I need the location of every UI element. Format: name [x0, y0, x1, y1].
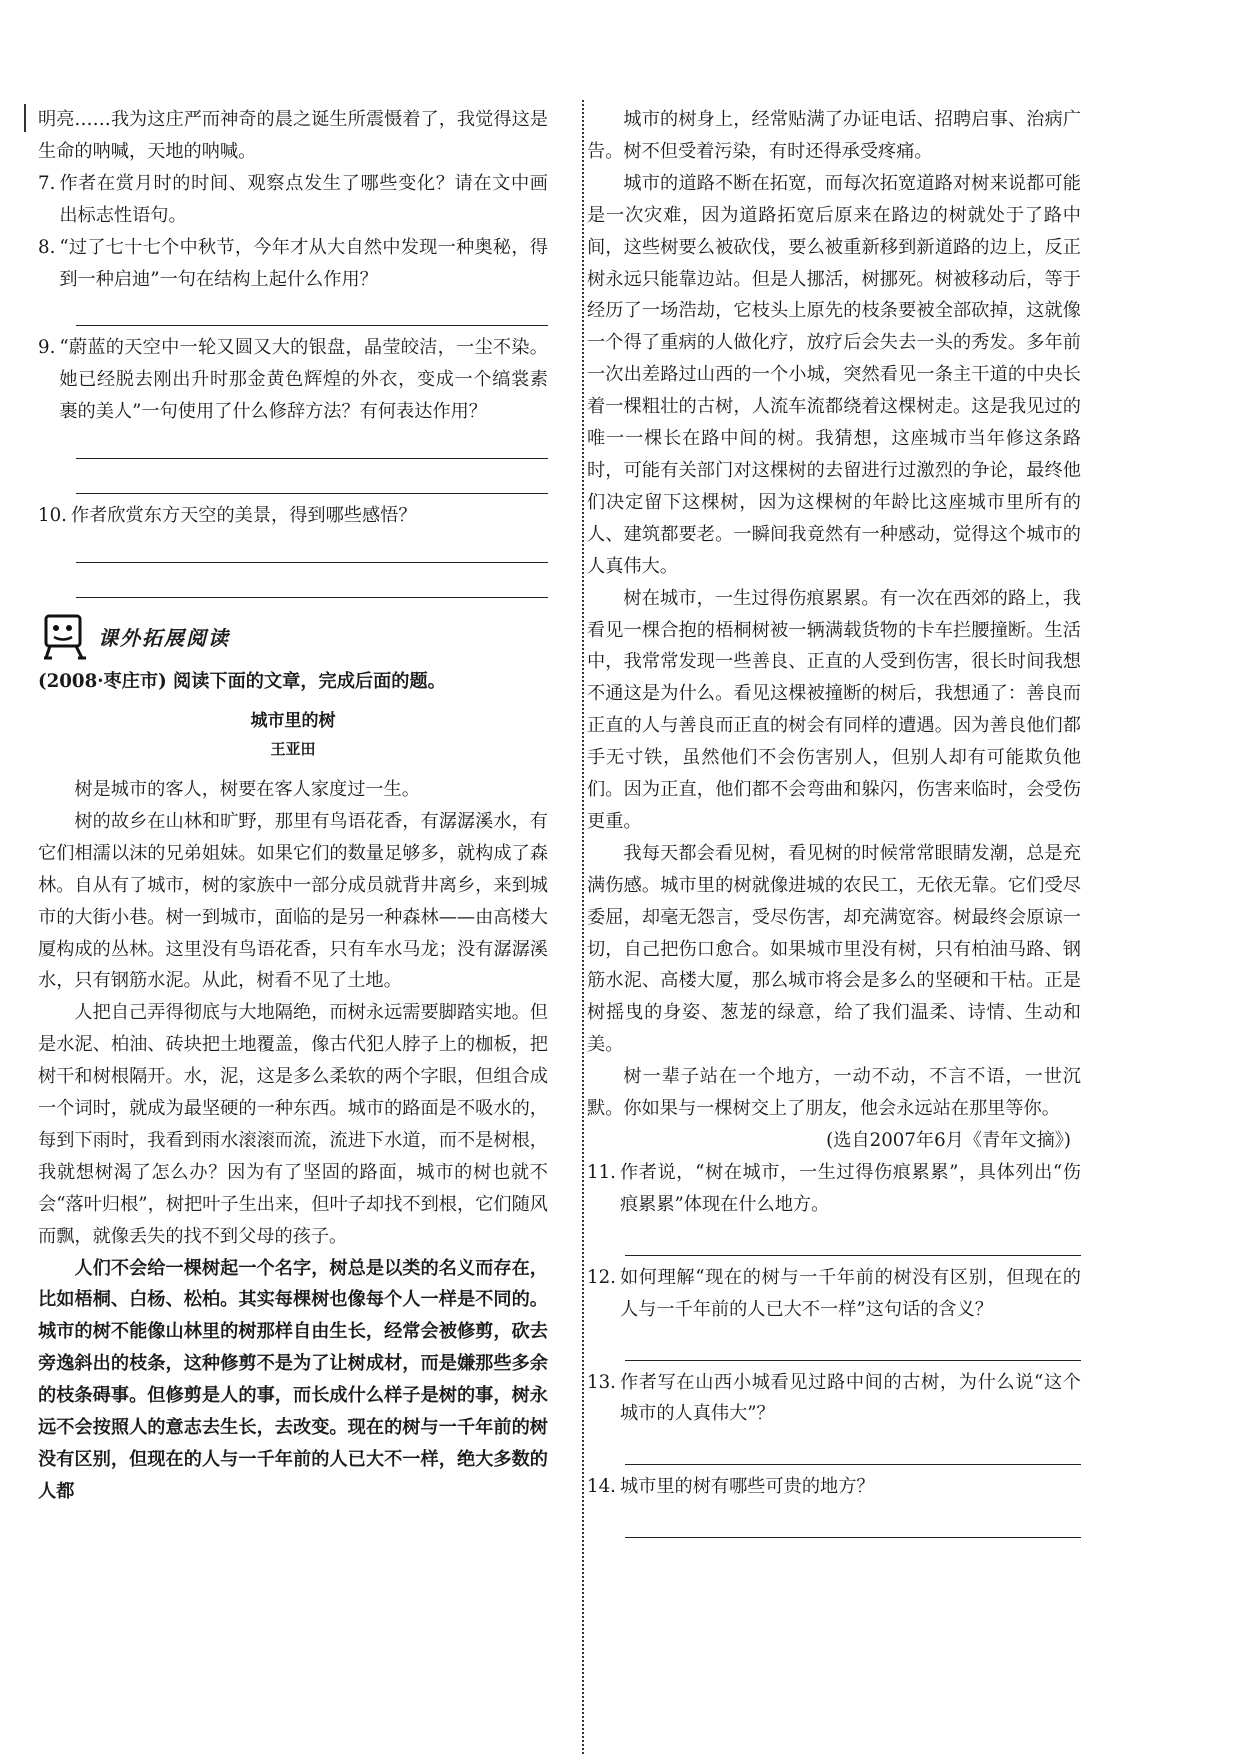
question-text: 作者写在山西小城看见过路中间的古树，为什么说“这个城市的人真伟大”？: [619, 1371, 1081, 1425]
question-10: [38, 500, 548, 532]
question-8: [38, 232, 548, 296]
section-header: [38, 606, 548, 666]
reading-book-icon: [38, 610, 90, 662]
margin-bar: [24, 104, 26, 132]
answer-line[interactable]: [76, 597, 548, 598]
question-9: [38, 332, 548, 428]
left-column: [38, 104, 548, 1508]
question-number: 11.: [587, 1161, 616, 1183]
article-paragraph: 城市的树身上，经常贴满了办证电话、招聘启事、治病广告。树不但受着污染，有时还得承受疼痛。: [587, 109, 1081, 162]
citation: (选自2007年6月《青年文摘》): [826, 1130, 1071, 1151]
question-number: 14.: [587, 1476, 616, 1498]
question-number: 9.: [38, 337, 56, 359]
article-paragraph: 树一辈子站在一个地方，一动不动，不言不语，一世沉默。你如果与一棵树交上了朋友，他会永远站在那里等你。: [587, 1066, 1081, 1120]
article-paragraph: 人们不会给一棵树起一个名字，树总是以类的名义而存在，比如梧桐、白杨、松柏。其实每棵树也像每个人一样是不同的。城市的树不能像山林里的树那样自由生长，经常会被修剪，砍去旁逸斜出的枝条，这种修剪不是为了让树成材，而是嫌那些多余的枝条碍事。但修剪是人的事，而长成什么样子是树的事，树永远不会按照人的意志去生长，去改变。现在的树与一千年前的树没有区别，但现在的人与一千年前的人已大不一样，绝大多数的人都: [38, 1257, 548, 1502]
question-text: “蔚蓝的天空中一轮又圆又大的银盘，晶莹皎洁，一尘不染。她已经脱去刚出升时那金黄色辉煌的外衣，变成一个缟裳素裹的美人”一句使用了什么修辞方法？有何表达作用？: [59, 337, 548, 423]
question-7: [38, 168, 548, 232]
article-title: 城市里的树: [250, 710, 336, 731]
answer-line[interactable]: [625, 1537, 1081, 1538]
source-line: (2008·枣庄市) 阅读下面的文章，完成后面的题。: [38, 671, 446, 693]
question-text: 作者欣赏东方天空的美景，得到哪些感悟？: [70, 505, 417, 527]
article-paragraph: 树的故乡在山林和旷野，那里有鸟语花香，有潺潺溪水，有它们相濡以沫的兄弟姐妹。如果它们的数量足够多，就构成了森林。自从有了城市，树的家族中一部分成员就背井离乡，来到城市的大街小巷。树一到城市，面临的是另一种森林——由高楼大厦构成的丛林。这里没有鸟语花香，只有车水马龙；没有潺潺溪水，只有钢筋水泥。从此，树看不见了土地。: [38, 810, 548, 992]
answer-line[interactable]: [625, 1360, 1081, 1361]
question-number: 10.: [38, 505, 67, 527]
question-14: [587, 1471, 1081, 1503]
column-divider: [582, 100, 584, 1754]
continued-paragraph: 明亮……我为这庄严而神奇的晨之诞生所震慑着了，我觉得这是生命的呐喊，天地的呐喊。: [38, 109, 548, 162]
question-text: 作者说，“树在城市，一生过得伤痕累累”，具体列出“伤痕累累”体现在什么地方。: [619, 1161, 1081, 1215]
question-13: [587, 1367, 1081, 1431]
section-title: 课外拓展阅读: [98, 625, 230, 650]
right-column: [587, 104, 1081, 1538]
answer-line[interactable]: [76, 493, 548, 494]
question-text: “过了七十七个中秋节，今年才从大自然中发现一种奥秘，得到一种启迪”一句在结构上起什么作用？: [59, 236, 548, 290]
article-paragraph: 树是城市的客人，树要在客人家度过一生。: [74, 778, 420, 800]
question-number: 8.: [38, 236, 56, 258]
question-number: 7.: [38, 172, 56, 194]
question-text: 作者在赏月时的时间、观察点发生了哪些变化？请在文中画出标志性语句。: [59, 172, 548, 226]
question-number: 13.: [587, 1371, 616, 1393]
question-11: [587, 1157, 1081, 1221]
article-paragraph: 我每天都会看见树，看见树的时候常常眼睛发潮，总是充满伤感。城市里的树就像进城的农民工，无依无靠。它们受尽委屈，却毫无怨言，受尽伤害，却充满宽容。树最终会原谅一切，自己把伤口愈合。如果城市里没有树，只有柏油马路、钢筋水泥、高楼大厦，那么城市将会是多么的坚硬和干枯。正是树摇曳的身姿、葱茏的绿意，给了我们温柔、诗情、生动和美。: [587, 842, 1081, 1056]
question-text: 如何理解“现在的树与一千年前的树没有区别，但现在的人与一千年前的人已大不一样”这句话的含义？: [619, 1266, 1081, 1320]
article-paragraph: 人把自己弄得彻底与大地隔绝，而树永远需要脚踏实地。但是水泥、柏油、砖块把土地覆盖，像古代犯人脖子上的枷板，把树干和树根隔开。水，泥，这是多么柔软的两个字眼，但组合成一个词时，就成为最坚硬的一种东西。城市的路面是不吸水的，每到下雨时，我看到雨水滚滚而流，流进下水道，而不是树根，我就想树渴了怎么办？因为有了坚固的路面，城市的树也就不会“落叶归根”，树把叶子生出来，但叶子却找不到根，它们随风而飘，就像丢失的找不到父母的孩子。: [38, 1002, 548, 1247]
article-paragraph: 树在城市，一生过得伤痕累累。有一次在西郊的路上，我看见一棵合抱的梧桐树被一辆满载货物的卡车拦腰撞断。生活中，我常常发现一些善良、正直的人受到伤害，很长时间我想不通这是为什么。看见这棵被撞断的树后，我想通了：善良而正直的人与善良而正直的树会有同样的遭遇。因为善良他们都手无寸铁，虽然他们不会伤害别人，但别人却有可能欺负他们。因为正直，他们都不会弯曲和躲闪，伤害来临时，会受伤更重。: [587, 587, 1081, 832]
answer-line[interactable]: [625, 1464, 1081, 1465]
question-number: 12.: [587, 1266, 616, 1288]
article-paragraph: 城市的道路不断在拓宽，而每次拓宽道路对树来说都可能是一次灾难，因为道路拓宽后原来在路边的树就处于了路中间，这些树要么被砍伐，要么被重新移到新道路的边上，反正树永远只能靠边站。但是人挪活，树挪死。树被移动后，等于经历了一场浩劫，它枝头上原先的枝条要被全部砍掉，这就像一个得了重病的人做化疗，放疗后会失去一头的秀发。多年前一次出差路过山西的一个小城，突然看见一条主干道的中央长着一棵粗壮的古树，人流车流都绕着这棵树走。这是我见过的唯一一棵长在路中间的树。我猜想，这座城市当年修这条路时，可能有关部门对这棵树的去留进行过激烈的争论，最终他们决定留下这棵树，因为这棵树的年龄比这座城市里所有的人、建筑都要老。一瞬间我竟然有一种感动，觉得这个城市的人真伟大。: [587, 172, 1081, 577]
question-12: [587, 1262, 1081, 1326]
answer-line[interactable]: [76, 325, 548, 326]
answer-line[interactable]: [625, 1255, 1081, 1256]
question-text: 城市里的树有哪些可贵的地方？: [619, 1476, 875, 1498]
article-author: 王亚田: [270, 739, 316, 758]
